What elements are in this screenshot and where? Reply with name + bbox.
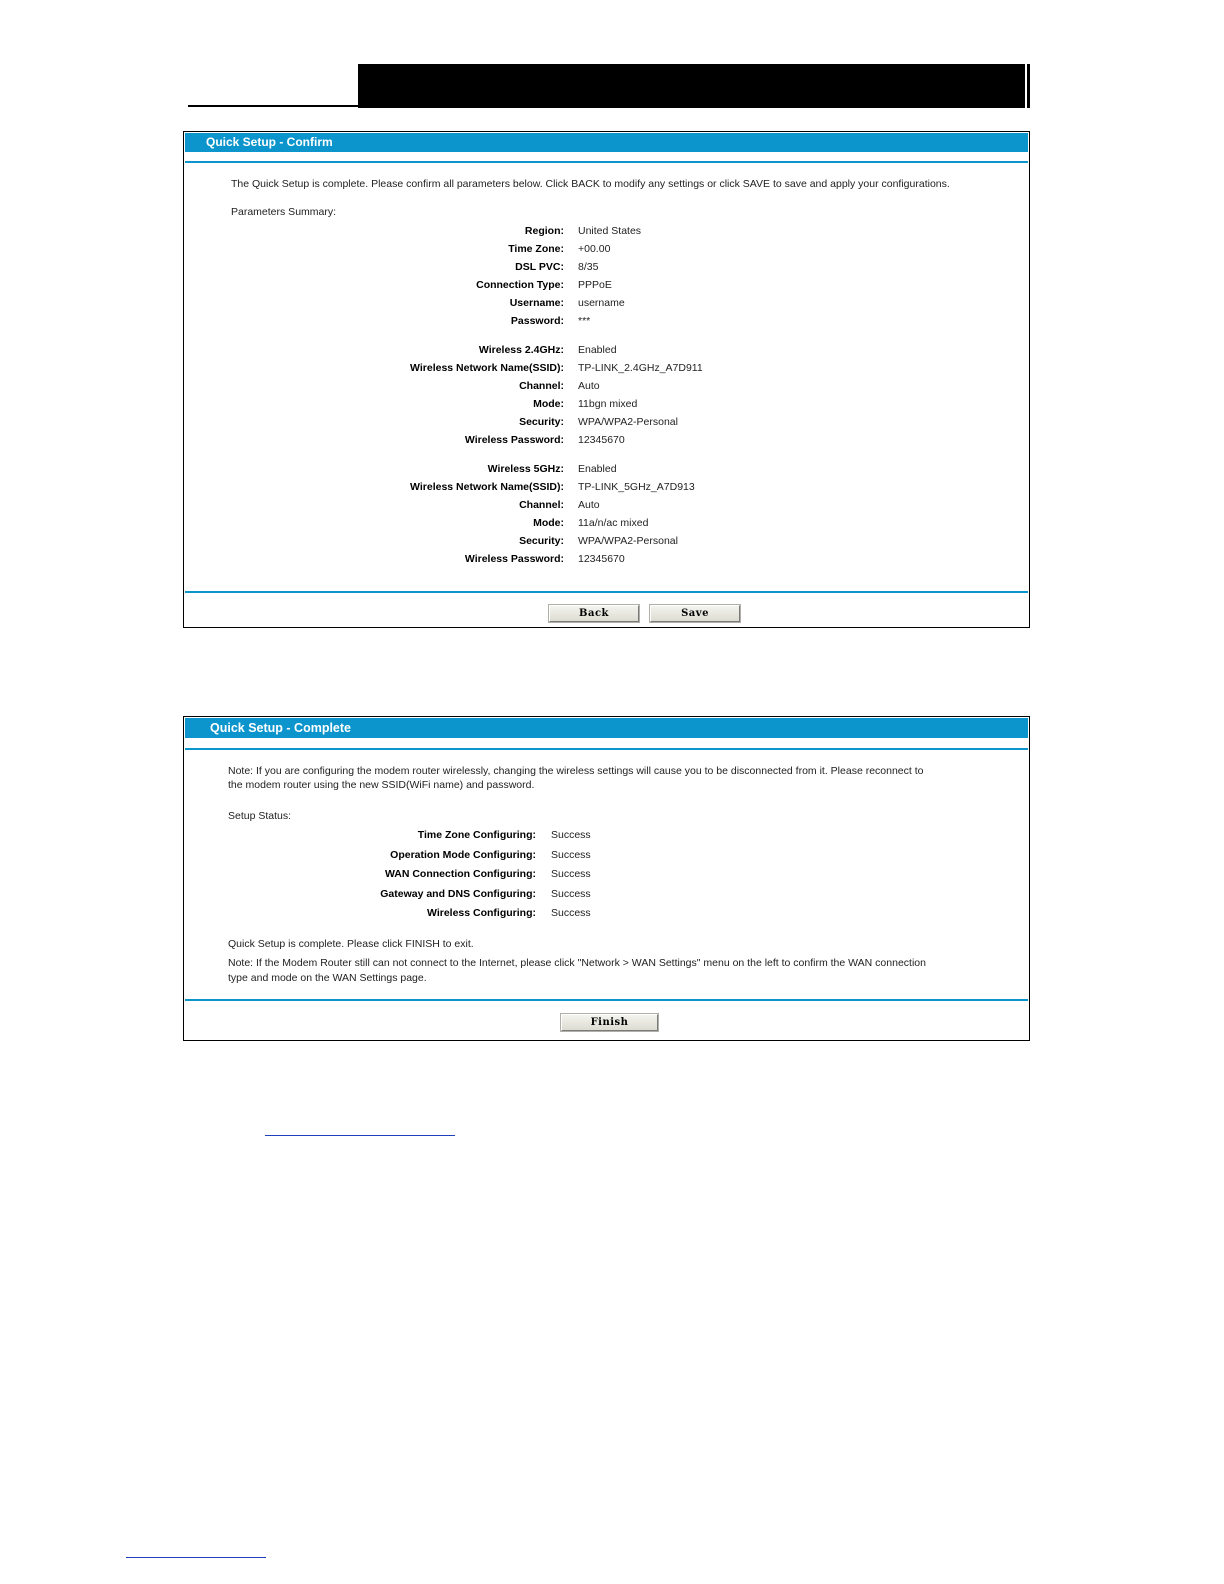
confirm-title-divider: [185, 161, 1028, 163]
summary-row-label: Security:: [519, 535, 564, 547]
header-bar: [358, 64, 1025, 108]
parameters-summary-heading: Parameters Summary:: [231, 206, 337, 218]
summary-row-value: 12345670: [578, 434, 625, 446]
footer-link-underline[interactable]: [126, 1557, 266, 1558]
summary-row-value: TP-LINK_2.4GHz_A7D911: [578, 362, 703, 374]
save-button[interactable]: Save: [650, 605, 740, 622]
complete-title-divider: [185, 748, 1028, 750]
status-row-value: Success: [551, 829, 591, 841]
setup-status-heading: Setup Status:: [228, 810, 292, 822]
confirm-intro-text: The Quick Setup is complete. Please confirm all parameters below. Click BACK to modify any settings or click SAVE to save and apply your configurations.: [231, 178, 950, 190]
finish-instruction: Quick Setup is complete. Please click FINISH to exit.: [228, 938, 474, 950]
summary-row-value: 11bgn mixed: [578, 398, 638, 410]
summary-row-value: Auto: [578, 499, 600, 511]
status-row-label: Gateway and DNS Configuring:: [380, 887, 536, 900]
summary-row-label: Security:: [519, 416, 564, 428]
wan-note-line-2: type and mode on the WAN Settings page.: [228, 972, 427, 984]
summary-row-label: DSL PVC:: [515, 261, 564, 273]
confirm-footer-divider: [185, 591, 1028, 593]
summary-row-value: 11a/n/ac mixed: [578, 517, 649, 529]
summary-row-label: Time Zone:: [508, 243, 564, 255]
summary-row-label: Mode:: [533, 398, 564, 410]
confirm-panel-title: Quick Setup - Confirm: [185, 133, 1028, 152]
summary-row-label: Wireless Network Name(SSID):: [410, 362, 564, 374]
complete-panel: [183, 716, 1030, 1041]
summary-row-value: +00.00: [578, 243, 611, 255]
reconnect-note-line-2: the modem router using the new SSID(WiFi name) and password.: [228, 779, 535, 791]
summary-row-label: Password:: [510, 315, 564, 327]
summary-row-label: Wireless Password:: [464, 434, 564, 446]
status-row-value: Success: [551, 907, 591, 919]
status-row-label: Time Zone Configuring:: [417, 829, 536, 841]
hyperlink-underline[interactable]: [265, 1135, 455, 1136]
summary-row-value: Enabled: [578, 344, 617, 356]
status-row-label: Wireless Configuring:: [427, 907, 536, 919]
summary-row-value: PPPoE: [578, 279, 612, 291]
finish-button[interactable]: Finish: [561, 1014, 658, 1031]
summary-row-label: Wireless 5GHz:: [487, 463, 564, 475]
summary-row-value: WPA/WPA2-Personal: [578, 416, 678, 428]
complete-footer-divider: [185, 999, 1028, 1001]
summary-row-label: Mode:: [533, 517, 564, 529]
summary-row-value: ***: [578, 315, 591, 327]
summary-row-label: Region:: [524, 225, 564, 237]
summary-row-label: Connection Type:: [476, 279, 564, 291]
status-row-value: Success: [551, 887, 591, 900]
confirm-panel: [183, 131, 1030, 628]
summary-row-value: 12345670: [578, 553, 625, 565]
complete-panel-title: Quick Setup - Complete: [185, 718, 1028, 738]
summary-row-value: username: [578, 297, 625, 309]
back-button[interactable]: Back: [549, 605, 639, 622]
summary-row-label: Channel:: [519, 499, 564, 511]
status-row-value: Success: [551, 848, 591, 861]
summary-row-value: United States: [578, 225, 642, 237]
summary-row-label: Wireless Network Name(SSID):: [410, 481, 564, 493]
summary-row-value: TP-LINK_5GHz_A7D913: [578, 481, 695, 493]
wan-note-line-1: Note: If the Modem Router still can not connect to the Internet, please click "Network > WAN Settings" menu on the left to confirm the WAN connection: [228, 957, 926, 969]
summary-row-label: Username:: [509, 297, 564, 309]
summary-row-label: Channel:: [519, 380, 564, 392]
summary-row-value: Auto: [578, 380, 600, 392]
summary-row-label: Wireless Password:: [464, 553, 564, 565]
summary-row-label: Wireless 2.4GHz:: [478, 344, 564, 356]
header-rule: [188, 105, 358, 107]
summary-row-value: Enabled: [578, 463, 617, 475]
status-row-value: Success: [551, 868, 591, 880]
status-row-label: Operation Mode Configuring:: [390, 848, 536, 861]
summary-row-value: WPA/WPA2-Personal: [578, 535, 678, 547]
reconnect-note-line-1: Note: If you are configuring the modem router wirelessly, changing the wireless settings will cause you to be disconnected from it. Please reconnect to: [228, 765, 924, 777]
header-bar-edge: [1027, 64, 1030, 108]
status-row-label: WAN Connection Configuring:: [384, 868, 536, 880]
summary-row-value: 8/35: [578, 261, 599, 273]
